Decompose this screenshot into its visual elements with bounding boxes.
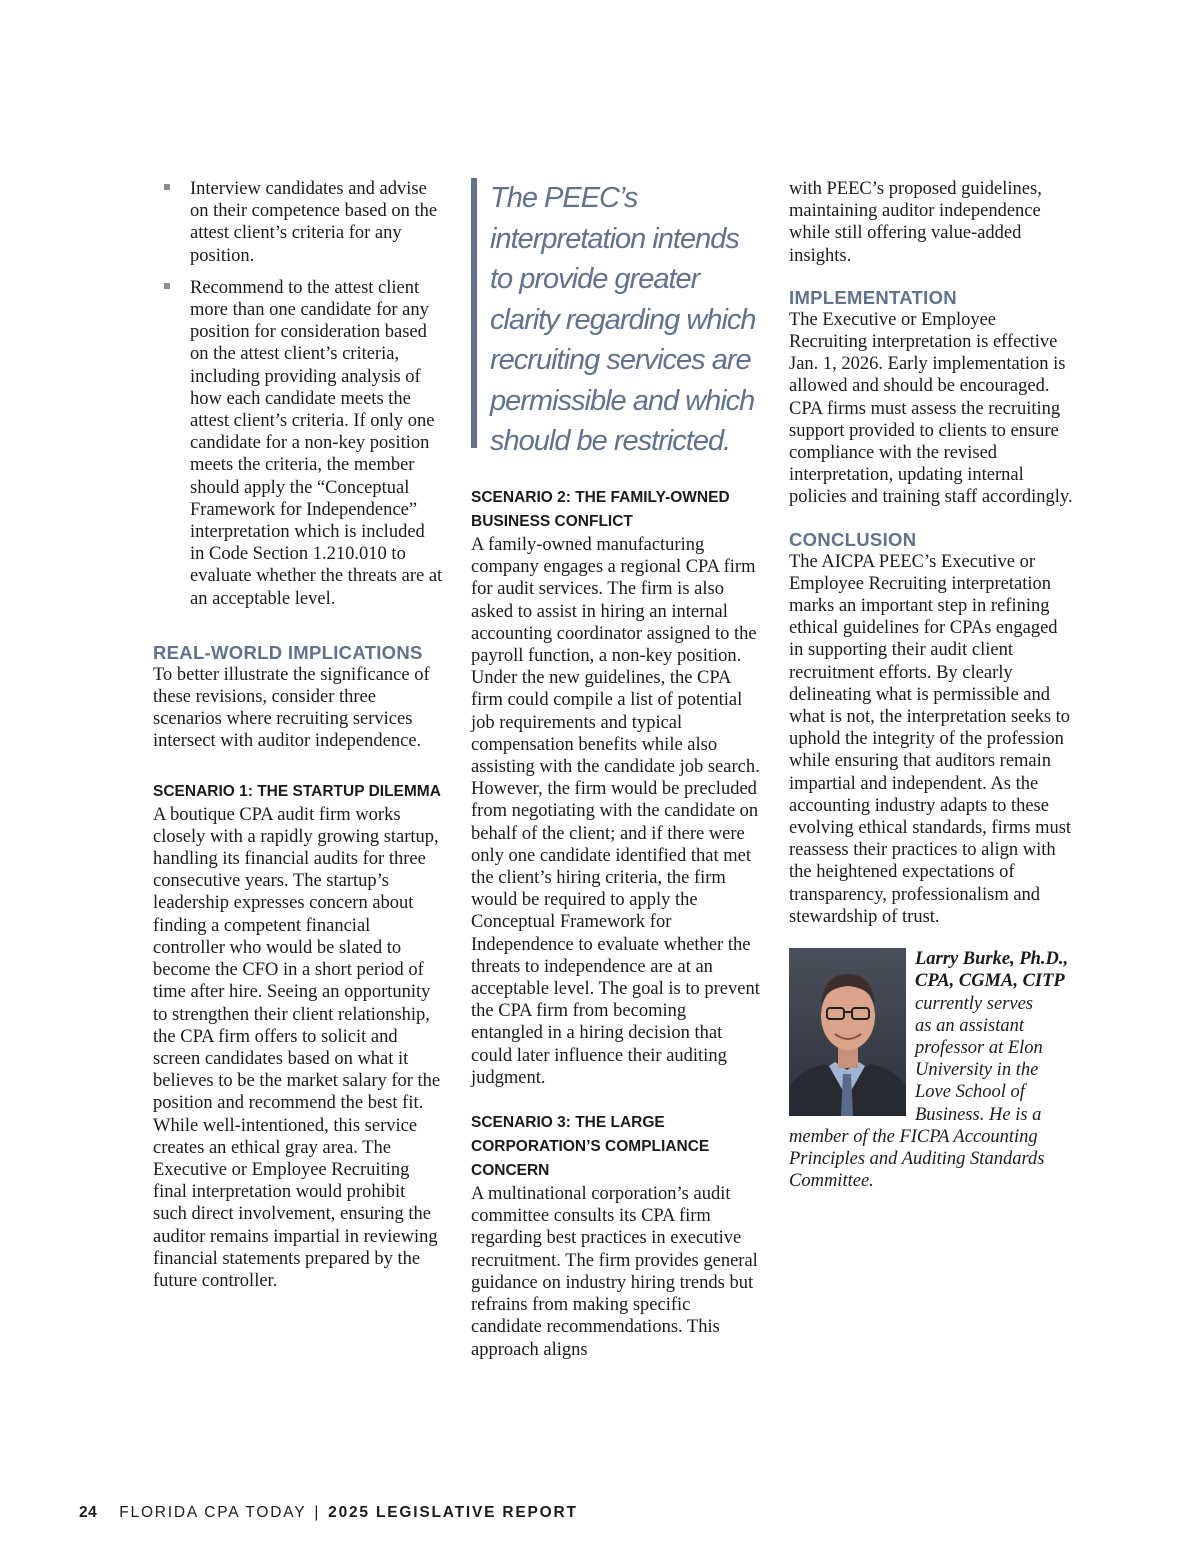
author-bio xyxy=(789,948,1074,1192)
author-bio-rest: member of the FICPA Accounting Principles and Auditing Standards Committee. xyxy=(789,1126,1045,1192)
square-bullet-icon xyxy=(164,283,170,289)
author-name: Larry Burke, Ph.D., xyxy=(915,949,1069,970)
column-right xyxy=(789,178,1074,1192)
column-left xyxy=(153,178,443,1292)
real-world-heading: REAL-WORLD IMPLICATIONS xyxy=(153,641,423,663)
author-bio-line: as an assistant xyxy=(915,1015,1024,1036)
pull-quote: The PEEC’s interpretation intends to provide greater clarity regarding which recruiting services are permissible and which should be restricted. xyxy=(471,178,761,448)
report-title: 2025 LEGISLATIVE REPORT xyxy=(328,1504,578,1521)
square-bullet-icon xyxy=(164,184,170,190)
real-world-body: To better illustrate the significance of these revisions, consider three scenarios where recruiting services intersect with auditor independence. xyxy=(153,664,430,752)
implementation-heading: IMPLEMENTATION xyxy=(789,286,957,308)
implementation-body: The Executive or Employee Recruiting interpretation is effective Jan. 1, 2026. Early implementation is allowed and should be encouraged. CPA firms must assess the recruiting support provided to clients to ensure compliance with the revised interpretation, updating internal policies and training staff accordingly. xyxy=(789,309,1073,508)
scenario1-body: A boutique CPA audit firm works closely with a rapidly growing startup, handling its financial audits for three consecutive years. The startup’s leadership expresses concern about finding a competent financial controller who would be slated to become the CFO in a short period of time after hire. Seeing an opportunity to strengthen their client relationship, the CPA firm offers to solicit and screen candidates based on what it believes to be the market salary for the position and recommend the best fit. While well-intentioned, this service creates an ethical gray area. The Executive or Employee Recruiting final interpretation would prohibit such direct involvement, ensuring the auditor remains impartial in reviewing financial statements prepared by the future controller. xyxy=(153,804,441,1291)
author-bio-line: Business. He is a xyxy=(915,1104,1042,1125)
scenario3-body: A multinational corporation’s audit committee consults its CPA firm regarding best practices in executive recruitment. The firm provides general guidance on industry hiring trends but refrains from making specific candidate recommendations. This approach aligns xyxy=(471,1184,758,1360)
list-item-text: Recommend to the attest client more than one candidate for any position for consideration based on the attest client’s criteria, including providing analysis of how each candidate meets the attest client’s criteria. If only one candidate for a non-key position meets the criteria, the member should apply the “Conceptual Framework for Independence” interpretation which is included in Code Section 1.210.010 to evaluate whether the threats are at an acceptable level. xyxy=(190,277,443,609)
list-item xyxy=(153,178,443,267)
list-item-text: Interview candidates and advise on their competence based on the attest client’s criteria for any position. xyxy=(190,179,438,266)
conclusion-body: The AICPA PEEC’s Executive or Employee Recruiting interpretation marks an important step in refining ethical guidelines for CPAs engaged in supporting their audit client recruitment efforts. By clearly delineating what is permissible and what is not, the interpretation seeks to uphold the integrity of the profession while ensuring that auditors remain impartial and independent. As the accounting industry adapts to these evolving ethical standards, firms must reassess their practices to align with the heightened expectations of transparency, professionalism and stewardship of trust. xyxy=(789,551,1072,927)
page-footer xyxy=(79,1504,578,1522)
scenario1-heading: SCENARIO 1: THE STARTUP DILEMMA xyxy=(153,782,441,800)
scenario2-body: A family-owned manufacturing company engages a regional CPA firm for audit services. The firm is also asked to assist in hiring an internal accounting coordinator assigned to the payroll function, a non-key position. Under the new guidelines, the CPA firm could compile a list of potential job requirements and typical compensation benefits while also assisting with the candidate job search. However, the firm would be precluded from negotiating with the candidate on behalf of the client; and if there were only one candidate identified that met the client’s hiring criteria, the firm would be required to apply the Conceptual Framework for Independence to evaluate whether the threats to independence are at an acceptable level. The goal is to prevent the CPA firm from becoming entangled in a hiring decision that could later influence their auditing judgment. xyxy=(471,535,760,1088)
conclusion-heading: CONCLUSION xyxy=(789,528,917,550)
author-bio-line: currently serves xyxy=(915,993,1033,1014)
continuation-text: with PEEC’s proposed guidelines, maintaining auditor independence while still offering value-added insights. xyxy=(789,179,1042,266)
bullet-list xyxy=(153,178,443,610)
footer-separator: | xyxy=(314,1504,321,1521)
author-credentials: CPA, CGMA, CITP xyxy=(915,971,1065,992)
author-bio-line: University in the xyxy=(915,1060,1039,1081)
scenario3-heading: SCENARIO 3: THE LARGE CORPORATION’S COMPLIANCE CONCERN xyxy=(471,1114,710,1180)
author-photo xyxy=(789,948,906,1116)
page-number: 24 xyxy=(79,1504,98,1521)
scenario2-heading: SCENARIO 2: THE FAMILY-OWNED BUSINESS CONFLICT xyxy=(471,489,730,530)
list-item xyxy=(153,277,443,610)
author-portrait-icon xyxy=(789,948,906,1116)
column-middle xyxy=(471,178,761,1361)
author-bio-line: Love School of xyxy=(915,1082,1025,1103)
publication-name: FLORIDA CPA TODAY xyxy=(119,1504,307,1521)
author-bio-line: professor at Elon xyxy=(915,1037,1043,1058)
